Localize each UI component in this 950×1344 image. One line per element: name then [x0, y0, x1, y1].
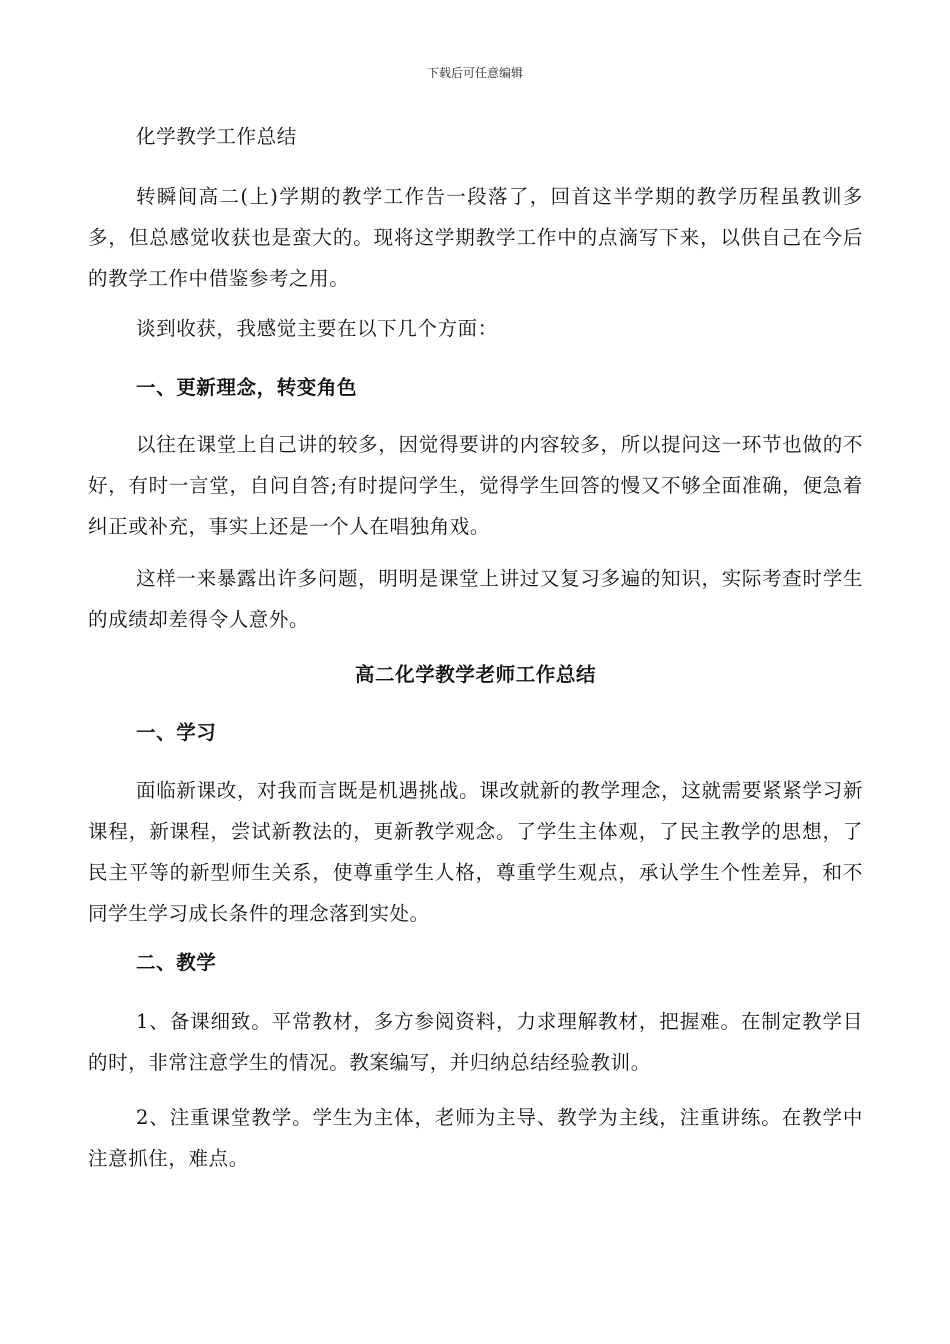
paragraph-lesson-prep: 1、备课细致。平常教材，多方参阅资料，力求理解教材，把握难。在制定教学目的时，非常注意学生的情况。教案编写，并归纳总结经验教训。: [88, 1010, 863, 1074]
paragraph-problems: 这样一来暴露出许多问题，明明是课堂上讲过又复习多遍的知识，实际考查时学生的成绩却差得令人意外。: [88, 567, 863, 631]
paragraph-new-curriculum: 面临新课改，对我而言既是机遇挑战。课改就新的教学理念，这就需要紧紧学习新课程，新课程，尝试新教法的，更新教学观念。了学生主体观，了民主教学的思想，了民主平等的新型师生关系，使尊重学生人格，尊重学生观点，承认学生个性差异，和不同学生学习成长条件的理念落到实处。: [88, 779, 863, 925]
paragraph-harvest: 谈到收获，我感觉主要在以下几个方面：: [136, 317, 498, 340]
paragraph-past-teaching: 以往在课堂上自己讲的较多，因觉得要讲的内容较多，所以提问这一环节也做的不好，有时一言堂，自问自答;有时提问学生，觉得学生回答的慢又不够全面准确，便急着纠正或补充，事实上还是一个人在唱独角戏。: [88, 433, 863, 538]
heading-teaching: 二、教学: [136, 951, 217, 974]
paragraph-intro: 转瞬间高二(上)学期的教学工作告一段落了，回首这半学期的教学历程虽教训多多，但总感觉收获也是蛮大的。现将这学期教学工作中的点滴写下来，以供自己在今后的教学工作中借鉴参考之用。: [88, 185, 863, 290]
paragraph-classroom: 2、注重课堂教学。学生为主体，老师为主导、教学为主线，注重讲练。在教学中注意抓住，难点。: [88, 1106, 863, 1170]
section-title: 高二化学教学老师工作总结: [354, 663, 597, 686]
page-header: 下载后可任意编辑: [426, 66, 523, 80]
heading-update-concept: 一、更新理念，转变角色: [136, 376, 358, 399]
document-title: 化学教学工作总结: [136, 125, 297, 148]
heading-study: 一、学习: [136, 721, 217, 744]
